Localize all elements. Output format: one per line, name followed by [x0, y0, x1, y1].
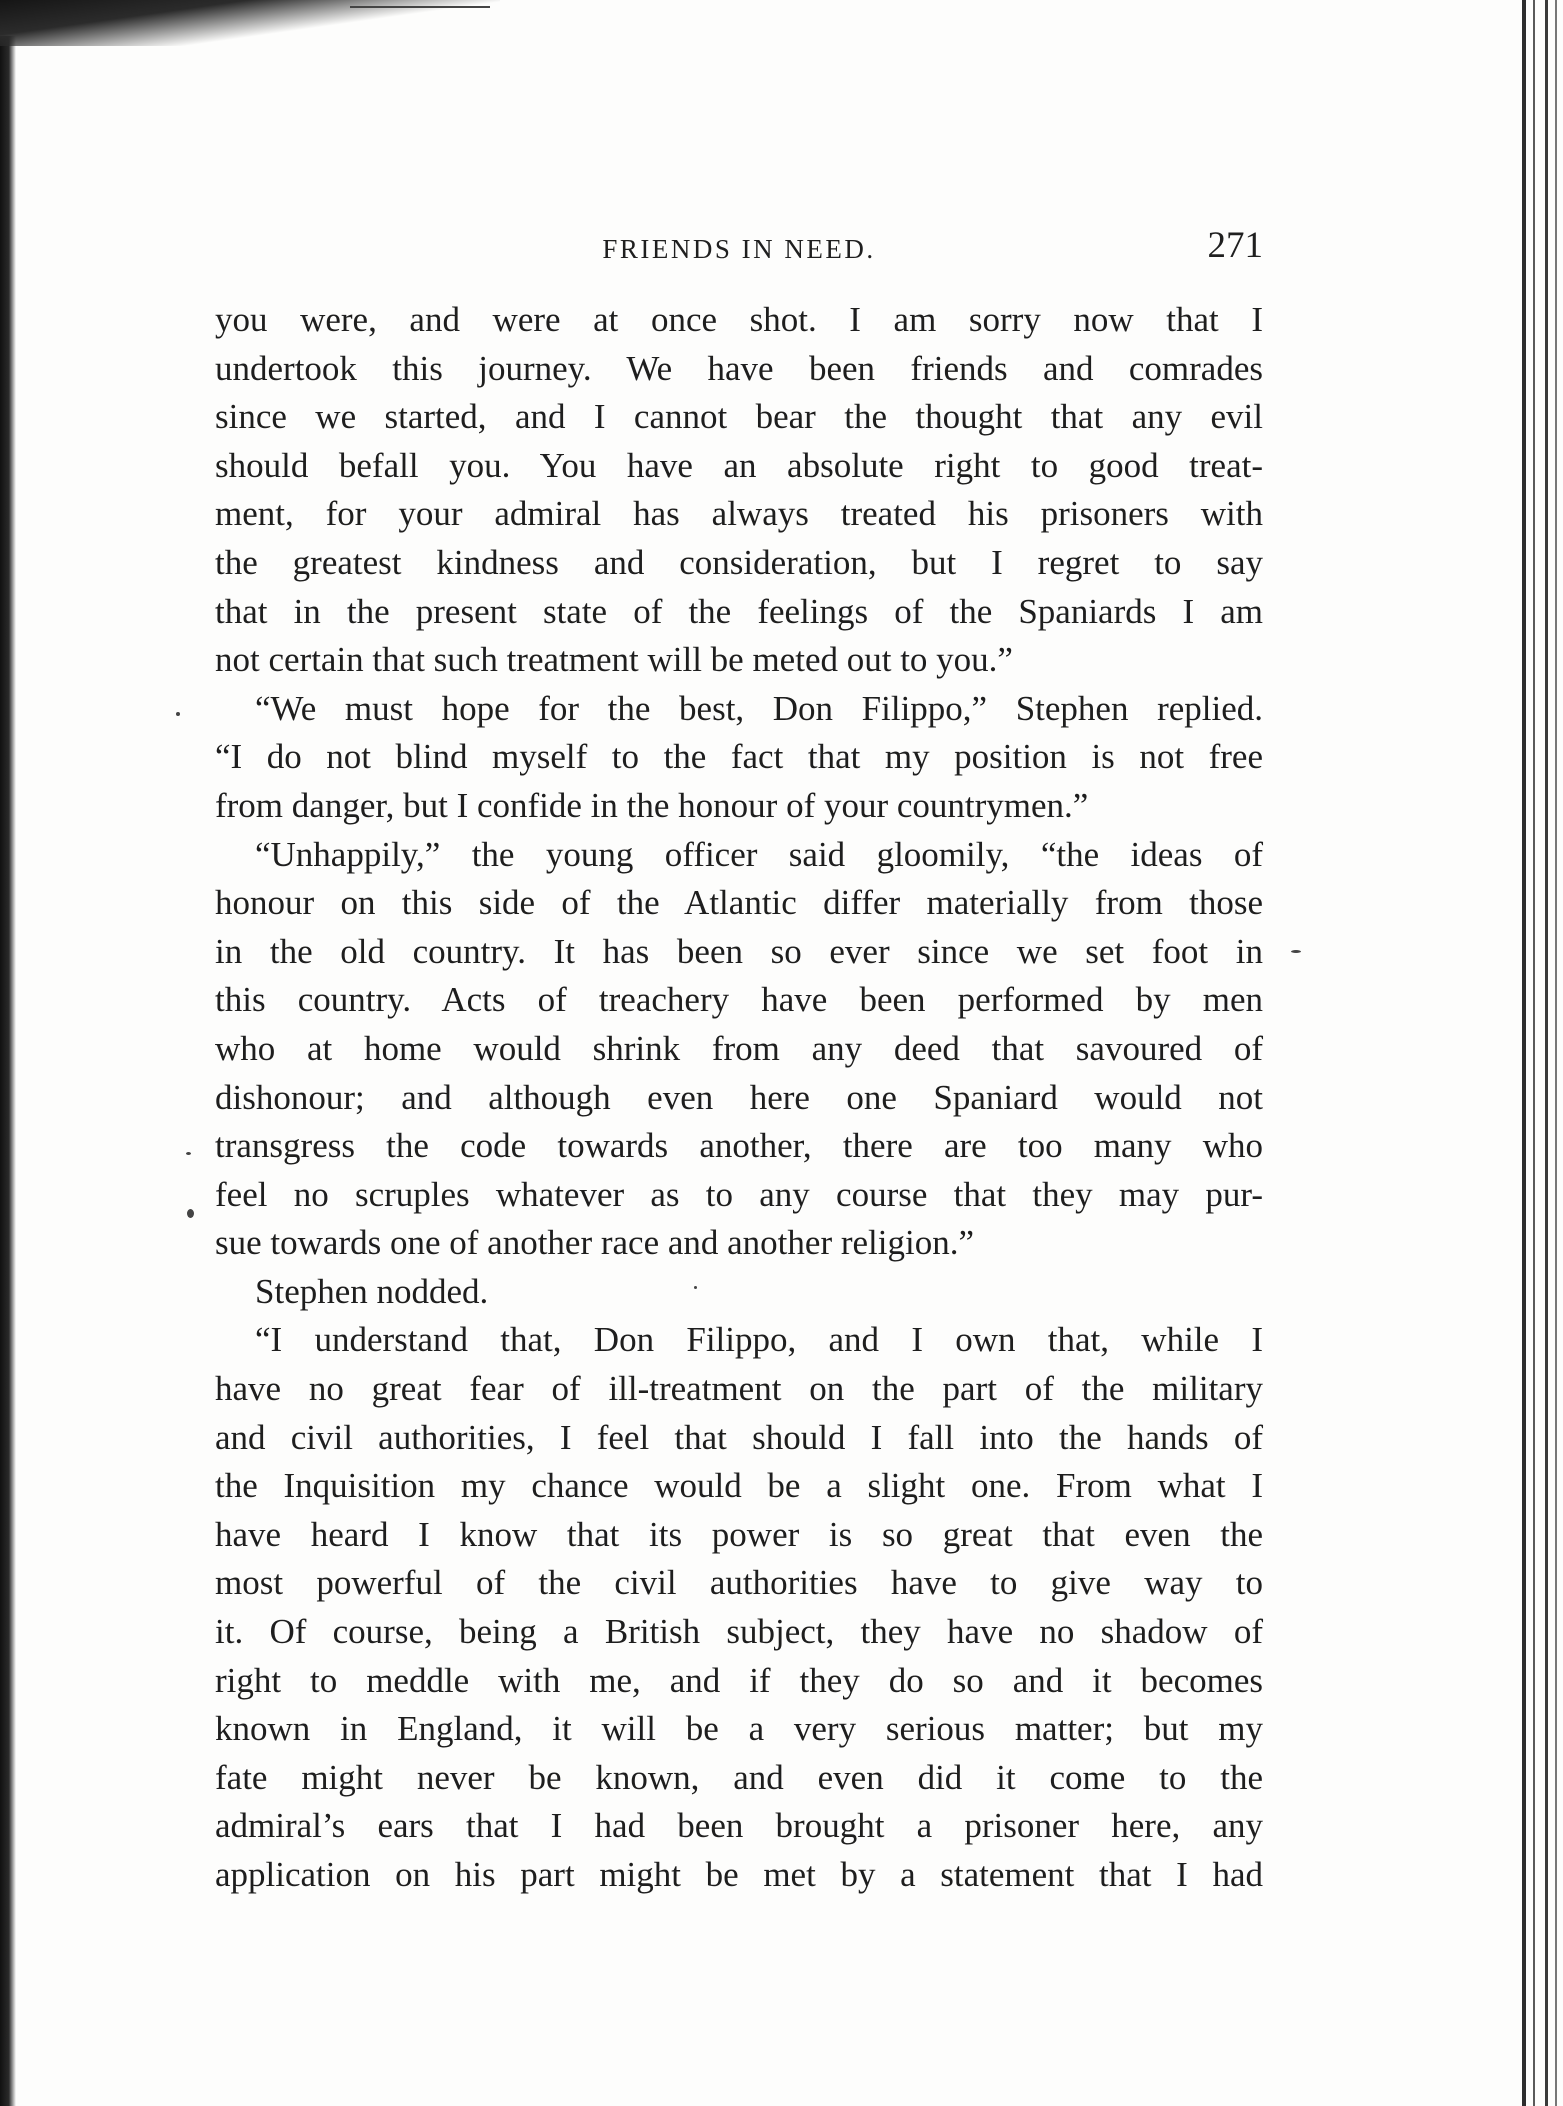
scan-speck: [186, 1152, 191, 1155]
text-line: most powerful of the civil authorities have to give way to: [215, 1563, 1263, 1603]
page-right-edge-line: [1522, 0, 1526, 2106]
text-line: known in England, it will be a very serious matter; but my: [215, 1709, 1263, 1749]
text-line: who at home would shrink from any deed that savoured of: [215, 1028, 1263, 1068]
text-line: not certain that such treatment will be meted out to you.”: [215, 640, 1013, 680]
text-line: this country. Acts of treachery have been performed by men: [215, 980, 1263, 1020]
text-line: “Unhappily,” the young officer said gloomily, “the ideas of: [255, 834, 1263, 874]
page-right-edge-line: [1545, 0, 1548, 2106]
running-header: [215, 224, 1263, 274]
scan-speck: [1291, 950, 1301, 953]
text-line: feel no scruples whatever as to any course that they may pur-: [215, 1174, 1263, 1214]
text-line: dishonour; and although even here one Spaniard would not: [215, 1077, 1263, 1117]
text-line: since we started, and I cannot bear the thought that any evil: [215, 397, 1263, 437]
page-top-rule: [350, 6, 490, 8]
text-line: fate might never be known, and even did it come to the: [215, 1757, 1263, 1797]
text-line: undertook this journey. We have been friends and comrades: [215, 348, 1263, 388]
text-line: “I understand that, Don Filippo, and I own that, while I: [255, 1320, 1263, 1360]
body-text: [215, 296, 1263, 1900]
text-line: you were, and were at once shot. I am sorry now that I: [215, 300, 1263, 339]
text-line: have heard I know that its power is so great that even the: [215, 1514, 1263, 1554]
text-line: “I do not blind myself to the fact that my position is not free: [215, 737, 1263, 777]
text-line: ment, for your admiral has always treated his prisoners with: [215, 494, 1263, 534]
running-title: FRIENDS IN NEED.: [602, 234, 876, 264]
text-line: Stephen nodded.: [255, 1271, 489, 1311]
scan-speck: [176, 712, 180, 716]
text-line: honour on this side of the Atlantic differ materially from those: [215, 883, 1263, 923]
text-line: transgress the code towards another, there are too many who: [215, 1126, 1263, 1166]
text-line: “We must hope for the best, Don Filippo,” Stephen replied.: [255, 688, 1263, 728]
text-line: that in the present state of the feelings of the Spaniards I am: [215, 591, 1263, 631]
text-line: right to meddle with me, and if they do so and it becomes: [215, 1660, 1263, 1700]
text-line: from danger, but I confide in the honour of your countrymen.”: [215, 785, 1089, 825]
page-left-edge-shadow: [0, 36, 16, 2106]
text-line: and civil authorities, I feel that should I fall into the hands of: [215, 1417, 1263, 1457]
text-line: the Inquisition my chance would be a slight one. From what I: [215, 1466, 1263, 1506]
page-right-edge-line: [1555, 0, 1557, 2106]
text-line: admiral’s ears that I had been brought a prisoner here, any: [215, 1806, 1263, 1846]
text-line: in the old country. It has been so ever since we set foot in: [215, 931, 1263, 971]
text-line: sue towards one of another race and another religion.”: [215, 1223, 974, 1263]
text-line: it. Of course, being a British subject, they have no shadow of: [215, 1612, 1263, 1652]
page-right-edge-line: [1533, 0, 1535, 2106]
text-line: have no great fear of ill-treatment on the part of the military: [215, 1369, 1263, 1409]
text-line: application on his part might be met by a statement that I had: [215, 1855, 1263, 1894]
page-number: 271: [1207, 225, 1263, 266]
text-line: the greatest kindness and consideration, but I regret to say: [215, 542, 1263, 582]
text-line: should befall you. You have an absolute right to good treat-: [215, 445, 1263, 485]
scan-speck: [187, 1209, 194, 1218]
